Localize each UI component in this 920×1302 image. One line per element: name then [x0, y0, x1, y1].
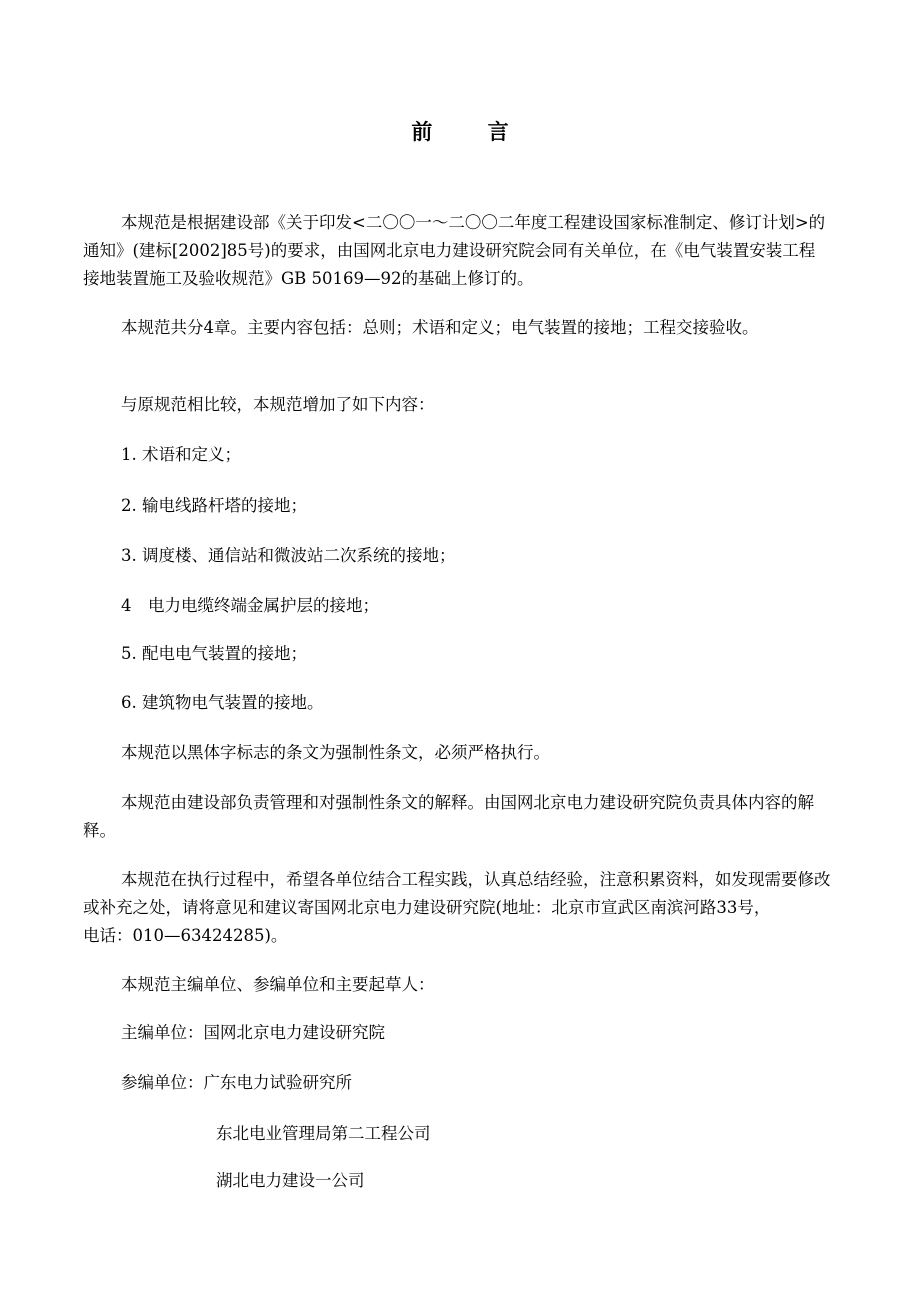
paragraph-mandatory: 本规范以黑体字标志的条文为强制性条文，必须严格执行。: [121, 743, 550, 762]
paragraph-management: 本规范由建设部负责管理和对强制性条文的解释。由国网北京电力建设研究院负责具体内容的解释。: [83, 793, 814, 840]
list-item: 6. 建筑物电气装置的接地。: [121, 693, 324, 712]
participating-units: 参编单位：广东电力试验研究所: [121, 1073, 352, 1092]
participating-unit: 湖北电力建设一公司: [216, 1171, 365, 1190]
list-item: 4 电力电缆终端金属护层的接地；: [121, 596, 379, 615]
chief-editor-unit: 主编单位：国网北京电力建设研究院: [121, 1023, 385, 1042]
page-title: 前 言: [411, 119, 533, 144]
paragraph-chapters: 本规范共分4章。主要内容包括：总则；术语和定义；电气装置的接地；工程交接验收。: [121, 318, 759, 337]
paragraph-drafters-intro: 本规范主编单位、参编单位和主要起草人：: [121, 975, 435, 994]
participating-unit: 东北电业管理局第二工程公司: [216, 1124, 431, 1143]
paragraph-feedback: 本规范在执行过程中，希望各单位结合工程实践，认真总结经验，注意积累资料，如发现需要修改或补充之处，请将意见和建议寄国网北京电力建设研究院(地址：北京市宣武区南滨河路33号， 电话：010—63424285)。: [83, 870, 895, 945]
list-item: 3. 调度楼、通信站和微波站二次系统的接地；: [121, 546, 456, 565]
list-item: 5. 配电电气装置的接地；: [121, 644, 307, 663]
list-item: 2. 输电线路杆塔的接地；: [121, 496, 307, 515]
paragraph-additions-intro: 与原规范相比较，本规范增加了如下内容：: [121, 395, 435, 414]
paragraph-basis: 本规范是根据建设部《关于印发<二〇〇一～二〇〇二年度工程建设国家标准制定、修订计划>的通知》(建标[2002]85号)的要求，由国网北京电力建设研究院会同有关单位，在《电气装置安装工程 接地装置施工及验收规范》GB 50169—92的基础上修订的。: [83, 213, 832, 288]
list-item: 1. 术语和定义；: [121, 445, 241, 464]
